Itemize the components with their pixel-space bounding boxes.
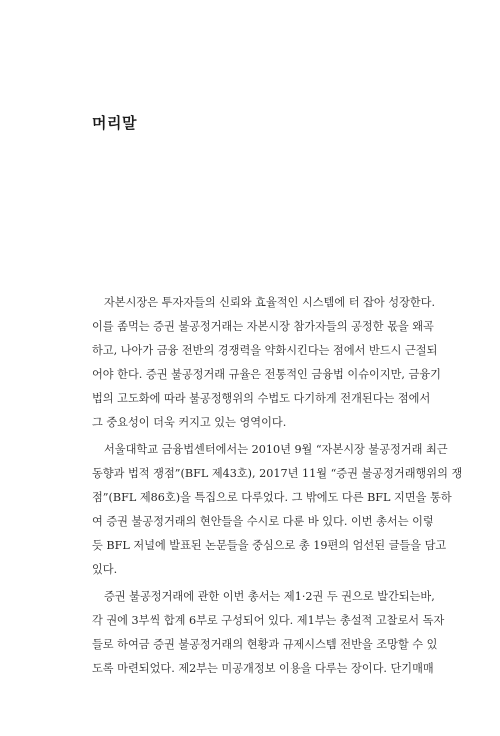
text-line: 여 증권 불공정거래의 현안들을 수시로 다룬 바 있다. 이번 총서는 이렇 [92,515,434,528]
text-line: 동향과 법적 쟁점”(BFL 제43호), 2017년 11월 “증권 불공정거래행위의 쟁 [92,467,463,480]
text-line: 하고, 나아가 금융 전반의 경쟁력을 약화시킨다는 점에서 반드시 근절되 [92,344,438,357]
text-line: 서울대학교 금융법센터에서는 2010년 9월 “자본시장 불공정거래 최근 [104,443,448,456]
text-line: 각 권에 3부씩 합계 6부로 구성되어 있다. 제1부는 총설적 고찰로서 독자 [92,614,445,627]
text-line: 법의 고도화에 따라 불공정행위의 수법도 다기하게 전개된다는 점에서 [92,392,431,405]
text-line: 어야 한다. 증권 불공정거래 규율은 전통적인 금융법 이슈이지만, 금융기 [92,368,441,381]
text-line: 증권 불공정거래에 관한 이번 총서는 제1·2권 두 권으로 발간되는바, [104,590,435,603]
text-line: 자본시장은 투자자들의 신뢰와 효율적인 시스템에 터 잡아 성장한다. [104,296,436,309]
text-line: 이를 좀먹는 증권 불공정거래는 자본시장 참가자들의 공정한 몫을 왜곡 [92,320,434,333]
text-line: 있다. [92,563,118,576]
paragraph-1 [92,291,441,435]
paragraph-2 [92,438,463,582]
text-line: 듯 BFL 저널에 발표된 논문들을 중심으로 총 19편의 엄선된 글들을 담고 [92,539,447,552]
text-line: 그 중요성이 더욱 커지고 있는 영역이다. [92,416,287,429]
text-line: 도록 마련되었다. 제2부는 미공개정보 이용을 다루는 장이다. 단기매매 [92,662,434,675]
text-line: 들로 하여금 증권 불공정거래의 현황과 규제시스템 전반을 조망할 수 있 [92,638,438,651]
text-line: 점”(BFL 제86호)을 특집으로 다루었다. 그 밖에도 다른 BFL 지면을 통하 [92,491,452,504]
preface-body [92,291,463,684]
paragraph-3 [92,585,445,681]
page-heading: 머리말 [92,114,137,132]
